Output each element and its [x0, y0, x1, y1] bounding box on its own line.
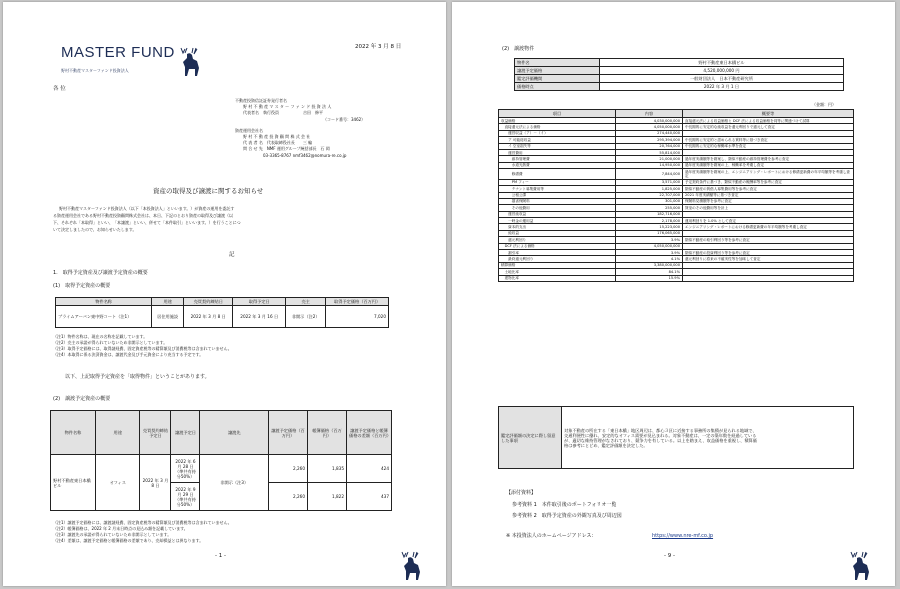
table-cell: 2021 年度実績額等に基づき査定 — [683, 192, 854, 198]
table-cell: 収益価格 — [499, 118, 616, 124]
table-cell: 255,000 — [616, 205, 683, 211]
table-cell: 1,825,000 — [616, 186, 683, 192]
table-header: 帳簿価格（百万円） — [308, 411, 347, 455]
table-cell: 還元利回りに将来の不確実性等を加味して査定 — [683, 256, 854, 262]
table-header: 譲渡先 — [200, 411, 269, 455]
note-line: が、適切な維持管理がなされており、競争力を有している。以上を踏まえ、収益価格を重視し、積算価 — [564, 437, 757, 443]
table-cell: 非開示（注2） — [286, 306, 326, 328]
table-cell: 居住用施設 — [152, 306, 184, 328]
footnote: （注1）物件名称は、現在の名称を記載しています。 — [53, 334, 148, 339]
table-cell: 運営費用 — [499, 149, 616, 155]
table-cell: 直接還元法による価格 — [499, 124, 616, 130]
intro-line: 下、それぞれ「本取得」といい、「本譲渡」といい、併せて「本件取引」といいます。）を行うことにつ — [53, 220, 241, 225]
appraisal-detail-table — [498, 109, 854, 282]
disposition-table — [50, 410, 392, 511]
table-cell: 15,223,000 — [616, 224, 683, 230]
footnote: （注4）本取得に係る決済資金は、譲渡代金及び手元資金により充当する予定です。 — [53, 352, 204, 357]
table-cell: その他費用 — [499, 205, 616, 211]
table-cell: 物件名 — [515, 59, 600, 67]
subsection-heading: (2) 譲渡予定資産の概要 — [53, 396, 111, 402]
note-line: 交通利便性に優れ、安定的なオフィス需要が見込まれる。対象不動産は、一定の築年数を経過している — [564, 432, 757, 438]
table-cell: テナント募集費用等 — [499, 186, 616, 192]
table-cell: 20,764,000 — [616, 143, 683, 149]
table-header: 内容 — [616, 110, 683, 118]
table-cell: 2022 年 3 月 8 日 — [184, 306, 233, 328]
table-cell: DCF 法による価格 — [499, 243, 616, 249]
issuer-line: （コード番号：3462） — [323, 117, 366, 122]
table-cell: 295,394,000 — [616, 137, 683, 143]
table-cell: 2,178,000 — [616, 218, 683, 224]
table-cell: 貸室のその他費用等を計上 — [683, 205, 854, 211]
table-header: 概要等 — [683, 110, 854, 118]
table-cell: 274,440,000 — [616, 130, 683, 136]
intro-line: いて決定しましたので、お知らせいたします。 — [53, 227, 137, 232]
intro-line: る資産運用会社である野村不動産投資顧問株式会社は、本日、下記のとおり資産の取得及び譲渡（以 — [53, 213, 233, 218]
table-cell: 過年度実績額等を勘案し、類似不動産の維持管理費を参考に査定 — [683, 156, 854, 162]
footnote: （注4）差額は、譲渡予定価格と帳簿価格の差額であり、売却損益とは異なります。 — [53, 538, 204, 543]
table-cell: 14,950,000 — [616, 162, 683, 168]
table-cell: ア 可能総収益 — [499, 137, 616, 143]
table-cell: 3,571,000 — [616, 179, 683, 185]
document-date: 2022 年 3 月 8 日 — [355, 44, 402, 50]
table-cell: 182,716,000 — [616, 211, 683, 217]
intro-line: 野村不動産マスターファンド投資法人（以下「本投資法人」といいます。）が資産の運用を委託す — [59, 206, 235, 211]
table-cell: 一時金の運用益 — [499, 218, 616, 224]
issuer-contact: 03-3365-8767 nmf3462@nomura-re.co.jp — [263, 153, 347, 158]
acquisition-table — [55, 297, 389, 328]
ki-heading: 記 — [229, 252, 235, 258]
table-cell: 4,050,000,000 — [616, 124, 683, 130]
table-cell: 類似不動産の取引利回り等を参考に査定 — [683, 237, 854, 243]
table-cell: 純収益 — [499, 230, 616, 236]
table-header: 譲渡予定日 — [171, 411, 200, 455]
table-cell: 水道光熱費 — [499, 162, 616, 168]
table-header: 物件名称 — [56, 298, 152, 306]
table-cell: 保険料見積額等を参考に査定 — [683, 198, 854, 204]
table-cell: 価格時点 — [515, 83, 600, 91]
table-row — [499, 275, 854, 281]
issuer-line: 問 合 せ 先 NMF 運用グループ統括部長 石 岡 — [243, 146, 342, 151]
table-cell: 中長期的に安定的と認められる賃料等に基づき査定 — [683, 137, 854, 143]
table-cell: 損害保険料 — [499, 198, 616, 204]
table-cell: 過年度実績額等を勘案の上、稼働率を考慮し査定 — [683, 162, 854, 168]
table-header: 売買契約締結予定日 — [140, 411, 171, 455]
table-cell: 1,835 — [308, 455, 347, 483]
table-cell: 積算価格 — [499, 262, 616, 268]
table-cell: 4,520,000,000 円 — [600, 67, 844, 75]
table-cell: 運営収益（ア）－（イ） — [499, 130, 616, 136]
table-cell: 55,814,000 — [616, 149, 683, 155]
table-cell: エンジニアリング・レポートにおける修繕更新費の年平均額等を考慮し査定 — [683, 224, 854, 230]
table-cell: PM フィー — [499, 179, 616, 185]
table-cell: 176,065,000 — [616, 230, 683, 236]
table-cell: プライムアーバン東中野コート（注1） — [56, 306, 152, 328]
subsection-heading: (1) 取得予定資産の概要 — [53, 283, 111, 289]
footnote: （注2）帳簿価格は、2022 年 2 月末日時点の見込み額を記載しています。 — [53, 526, 188, 531]
table-cell: 一般財団法人 日本不動産研究所 — [600, 75, 844, 83]
table-cell: 修繕費 — [499, 169, 616, 180]
document-page-1 — [3, 2, 446, 586]
issuer-line: 代 表 者 名 代表取締役社長 三 輪 — [243, 140, 325, 145]
table-cell: 運用利回りを 1.0% として査定 — [683, 218, 854, 224]
table-cell: 運営純収益 — [499, 211, 616, 217]
table-cell: 2022 年 3 月 16 日 — [233, 306, 286, 328]
table-cell: 15.9% — [616, 275, 683, 281]
table-cell: 4.1% — [616, 256, 683, 262]
issuer-line: 代表者名 執行役員 吉田 修平 — [243, 110, 323, 115]
page-number: - 9 - — [664, 553, 675, 559]
table-cell: 中長期的に安定的な純収益を還元利回りで還元して査定 — [683, 124, 854, 130]
table-cell: 4,030,000,000 — [616, 118, 683, 124]
table-cell: 3.9% — [616, 250, 683, 256]
table-cell: 2,260 — [269, 483, 308, 511]
table-cell: 割引率 — [499, 250, 616, 256]
page-number: - 1 - — [215, 553, 226, 559]
table-cell: 野村不動産東日本橋ビル — [600, 59, 844, 67]
master-fund-logo: MASTER FUND — [61, 44, 175, 61]
addressee: 各 位 — [53, 86, 66, 92]
issuer-line: 野 村 不 動 産 マ ス タ ー フ ァ ン ド 投 資 法 人 — [243, 104, 332, 109]
deer-logo-icon — [395, 550, 425, 582]
table-header: 取得予定日 — [233, 298, 286, 306]
refer-line: 以下、上記取得予定資産を「取得物件」ということがあります。 — [65, 374, 210, 380]
table-row — [499, 169, 854, 180]
footnote: （注2）売主の承諾が得られていないため非開示としています。 — [53, 340, 168, 345]
homepage-link[interactable]: https://www.nre-mf.co.jp — [652, 533, 714, 539]
table-cell: 類似不動産の投資利回り等を参考に査定 — [683, 250, 854, 256]
footnote: （注3）取得予定価格には、取得諸経費、固定資産税等の精算額及び消費税等は含まれていません。 — [53, 346, 232, 351]
table-cell: 類似不動産の賃借人募集費用等を参考に査定 — [683, 186, 854, 192]
table-cell: 鑑定評価額の決定に際し留意した事項 — [499, 407, 562, 469]
table-cell: 2022 年 3 月 8 日 — [140, 455, 171, 511]
table-cell: 437 — [347, 483, 392, 511]
table-cell: 7,020 — [326, 306, 389, 328]
footnote: （注1）譲渡予定価格には、譲渡諸経費、固定資産税等の精算額及び消費税等は含まれていません。 — [53, 520, 232, 525]
table-cell: 3,380,000,000 — [616, 262, 683, 268]
table-cell — [683, 275, 854, 281]
table-cell: 予定契約条件に基づき、類似不動産の報酬率等を参考に査定 — [683, 179, 854, 185]
table-header: 取得予定価格（百万円） — [326, 298, 389, 306]
deer-logo-icon — [844, 550, 874, 582]
table-cell: 1,822 — [308, 483, 347, 511]
issuer-line: 野 村 不 動 産 投 資 顧 問 株 式 会 社 — [243, 134, 311, 139]
table-cell: 譲渡予定価格 — [515, 67, 600, 75]
note-line: 格は参考にとどめ、鑑定評価額を決定した。 — [564, 442, 648, 448]
attachments-title: 【添付資料】 — [506, 490, 537, 496]
notice-title: 資産の取得及び譲渡に関するお知らせ — [153, 187, 264, 195]
homepage-label: ※ 本投資法人のホームページアドレス： — [506, 533, 597, 539]
section-heading: (2) 譲渡物件 — [502, 46, 535, 52]
table-cell: 3.9% — [616, 237, 683, 243]
table-header: 項目 — [499, 110, 616, 118]
table-header: 譲渡予定価格と帳簿価格の差額（百万円） — [347, 411, 392, 455]
table-cell: イ 空室損失等 — [499, 143, 616, 149]
logo-subtitle: 野村不動産マスターファンド投資法人 — [61, 68, 129, 73]
unit-note: （金額：円） — [812, 102, 836, 107]
table-header: 用途 — [96, 411, 140, 455]
attachment-item: 参考資料 2 取得予定資産の外観写真及び周辺図 — [512, 513, 622, 519]
footnote: （注3）譲渡先の承諾が得られていないため非開示としています。 — [53, 532, 172, 537]
table-cell: 4,050,000,000 — [616, 243, 683, 249]
table-cell: 301,000 — [616, 198, 683, 204]
table-cell: 建物比率 — [499, 275, 616, 281]
table-header: 売主 — [286, 298, 326, 306]
table-cell: 土地比率 — [499, 269, 616, 275]
table-cell: オフィス — [96, 455, 140, 511]
table-cell: 維持管理費 — [499, 156, 616, 162]
table-cell: 非開示（注3） — [200, 455, 269, 511]
issuer-line: 資産運用会社名 — [235, 128, 263, 133]
document-page-2 — [452, 2, 895, 586]
table-header: 用途 — [152, 298, 184, 306]
issuer-line: 不動産投資信託証券発行者名 — [235, 98, 287, 103]
table-cell: 2,260 — [269, 455, 308, 483]
deer-logo-icon — [175, 46, 203, 78]
table-cell: 鑑定評価機関 — [515, 75, 600, 83]
table-cell: 直接還元法による収益価格と DCF 法による収益価格を同等に関連づけて試算 — [683, 118, 854, 124]
table-cell: 2022 年 9 月 29 日（準共有持分50%） — [171, 483, 200, 511]
table-cell: 過年度実績額等を勘案の上、エンジニアリング・レポートにおける修繕更新費の年平均額等を考慮し査定 — [683, 169, 854, 180]
table-cell: 2022 年 3 月 1 日 — [600, 83, 844, 91]
appraisal-note-table — [498, 406, 854, 469]
table-cell: 424 — [347, 455, 392, 483]
section-heading: 1. 取得予定資産及び譲渡予定資産の概要 — [53, 270, 148, 276]
table-cell: 野村不動産東日本橋ビル — [51, 455, 96, 511]
attachment-item: 参考資料 1 本件取引後のポートフォリオ一覧 — [512, 502, 617, 508]
table-cell: 84.1% — [616, 269, 683, 275]
table-cell: 2022 年 6 月 28 日（準共有持分50%） — [171, 455, 200, 483]
table-cell: 7,844,000 — [616, 169, 683, 180]
table-cell: 21,000,000 — [616, 156, 683, 162]
table-header: 譲渡予定価格（百万円） — [269, 411, 308, 455]
appraisal-summary-table — [514, 58, 844, 91]
table-cell: 還元利回り — [499, 237, 616, 243]
note-line: 対象不動産の所在する「東日本橋」地区周辺は、都心３区に近接する事務所の集積が見られる地域で、 — [564, 427, 757, 433]
table-header: 物件名称 — [51, 411, 96, 455]
table-cell: 中長期的に安定的な稼働率水準を査定 — [683, 143, 854, 149]
table-cell: 22,707,000 — [616, 192, 683, 198]
table-cell: 最終還元利回り — [499, 256, 616, 262]
table-cell: 資本的支出 — [499, 224, 616, 230]
table-cell: 公租公課 — [499, 192, 616, 198]
table-header: 売買契約締結日 — [184, 298, 233, 306]
